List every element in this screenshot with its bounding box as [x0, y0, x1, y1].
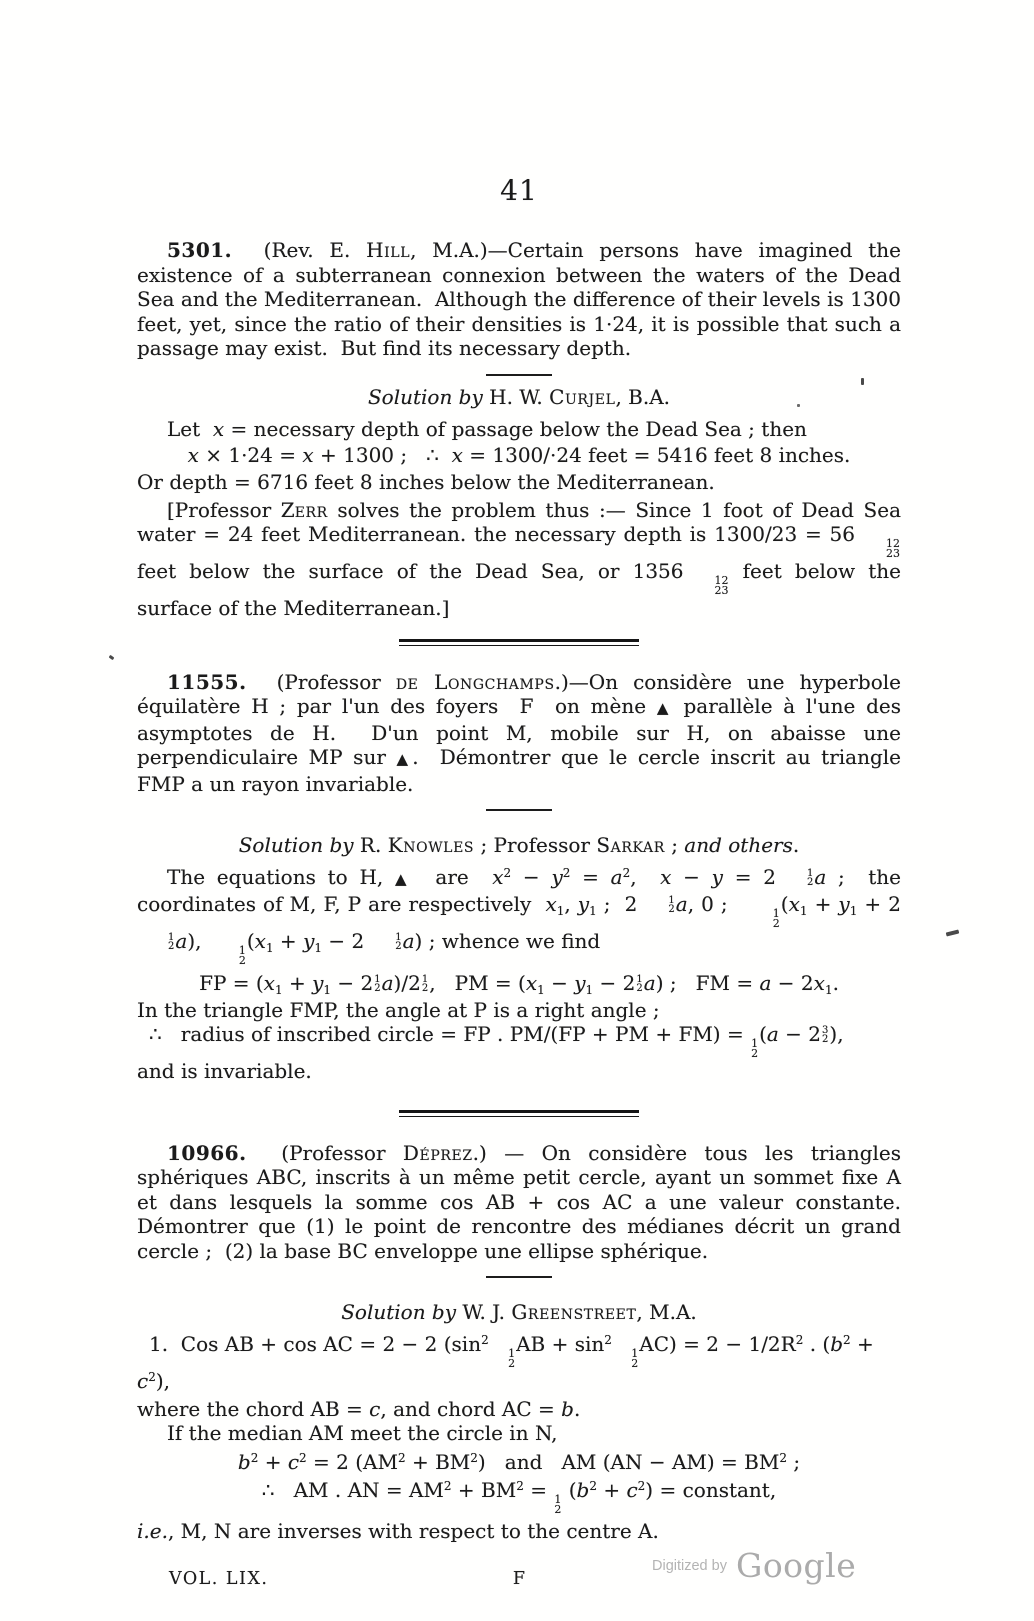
problem-5301-paragraph: 5301. (Rev. E. Hill, M.A.)—Certain persons have imagined the existence of a subterranean connexion between the waters of the Dead Sea and the Mediterranean. Although the difference of their levels is 1300 feet, yet, since the ratio of their densities is 1·24, it is possible that such a passage may exist. But find its necessary depth. [137, 238, 901, 360]
solution-11555-angle-line: In the triangle FMP, the angle at P is a right angle ; [137, 997, 660, 1022]
scan-speck [797, 404, 800, 407]
problem-11555-paragraph: 11555. (Professor de Longchamps.)—On considère une hyperbole équilatère H ; par l'un des foyers F on mène ▲ parallèle à l'une des asymptotes de H. D'un point M, mobile sur H, on abaisse une perpendiculaire MP sur ▲. Démontrer que le cercle inscrit au triangle FMP a un rayon invariable. [137, 669, 902, 796]
short-rule-divider [486, 1276, 552, 1278]
solution-10966-chord-line: where the chord AB = c, and chord AC = b. [137, 1396, 581, 1421]
solution-11555-invariable-line: and is invariable. [137, 1059, 312, 1083]
volume-label: VOL. LIX. [169, 1569, 269, 1589]
signature-mark: F [512, 1569, 526, 1589]
double-rule-divider [399, 1110, 639, 1117]
solution-11555-radius-line: ∴ radius of inscribed circle = FP . PM/(FP + PM + FM) = 1 2 (a − 2 3 2 ), [149, 1022, 844, 1060]
solution-10966-heading: Solution by W. J. Greenstreet, M.A. [341, 1300, 697, 1324]
solution-10966-median-line: If the median AM meet the circle in N, [167, 1421, 558, 1445]
solution-10966-equation-3: ∴ AM . AN = $AM^2 + BM^2$ = 1 2 $(b^2 + c^2)$ = constant, [261, 1477, 777, 1516]
google-watermark [652, 1546, 856, 1585]
google-logo: Google [735, 1546, 857, 1585]
solution-5301-heading: Solution by H. W. Curjel, B.A. [367, 384, 671, 409]
solution-5301-let-line: Let x = necessary depth of passage below the Dead Sea ; then [167, 416, 807, 441]
scan-speck [109, 655, 115, 660]
scan-speck [946, 929, 960, 936]
solution-10966-equation-2: $b^2 + c^2 = 2$ $(AM^2 + BM^2)$ and AM $(AN - AM) = BM^2$ ; [237, 1449, 801, 1474]
solution-11555-equation: FP = ($x_1 + y_1 - 2$ 1 2 a)/2 1 2 , PM = ($x_1 - y_1 - 2$ 1 2 a) ; FM = $a - 2x_1$. [199, 970, 839, 997]
scan-speck [861, 378, 864, 385]
solution-5301-zerr-note: [Professor Zerr solves the problem thus :— Since 1 foot of Dead Sea water = 24 feet Mediterranean. the necessary depth is 1300/23 = 56 12 23 feet below the surface of the Dead Sea, or 1356 12 23 feet below the surface of the Mediterranean.] [137, 497, 901, 620]
short-rule-divider [486, 374, 552, 376]
double-rule-divider [399, 639, 639, 646]
solution-11555-heading: Solution by R. Knowles ; Professor Sarkar ; and others. [238, 833, 800, 857]
page-number: 41 [500, 174, 538, 207]
page-content [137, 176, 901, 1593]
solution-5301-equation: x × 1·24 = x + 1300 ; ∴ x = 1300/·24 feet = 5416 feet 8 inches. [187, 443, 851, 467]
short-rule-divider [486, 809, 552, 811]
solution-10966-equation-1: 1. Cos AB + cos AC = 2 − 2 ($\sin^2$ 1 2 AB + $\sin^2$ 1 2 $AC) = 2 - 1/2R^2$ . $(b^2 + c^2)$, [137, 1332, 874, 1393]
digitized-by-label: Digitized by [652, 1557, 727, 1574]
solution-5301-depth-line: Or depth = 6716 feet 8 inches below the Mediterranean. [137, 470, 715, 494]
solution-11555-paragraph: The equations to H, ▲ are $x^2 - y^2 = a^2$, x − y = 2 1 2 a ; the coordinates of M, F, P are respectively $x_1$, $y_1$ ; 2 1 2 a, 0 ; 1 2 ($x_1 + y_1 + 2$ 1 2 a), 1 2 ($x_1 + y_1 - 2$ 1 2 a) ; whence we find [137, 865, 901, 967]
problem-10966-paragraph: 10966. (Professor Déprez.) — On considère tous les triangles sphériques ABC, inscrits à un même petit cercle, ayant un sommet fixe A et dans lesquels la somme cos AB + cos AC a une valeur constante. Démontrer que (1) le point de rencontre des médianes décrit un grand cercle ; (2) la base BC enveloppe une ellipse sphérique. [137, 1140, 901, 1263]
solution-10966-inverses-line: i.e., M, N are inverses with respect to the centre A. [137, 1518, 659, 1543]
